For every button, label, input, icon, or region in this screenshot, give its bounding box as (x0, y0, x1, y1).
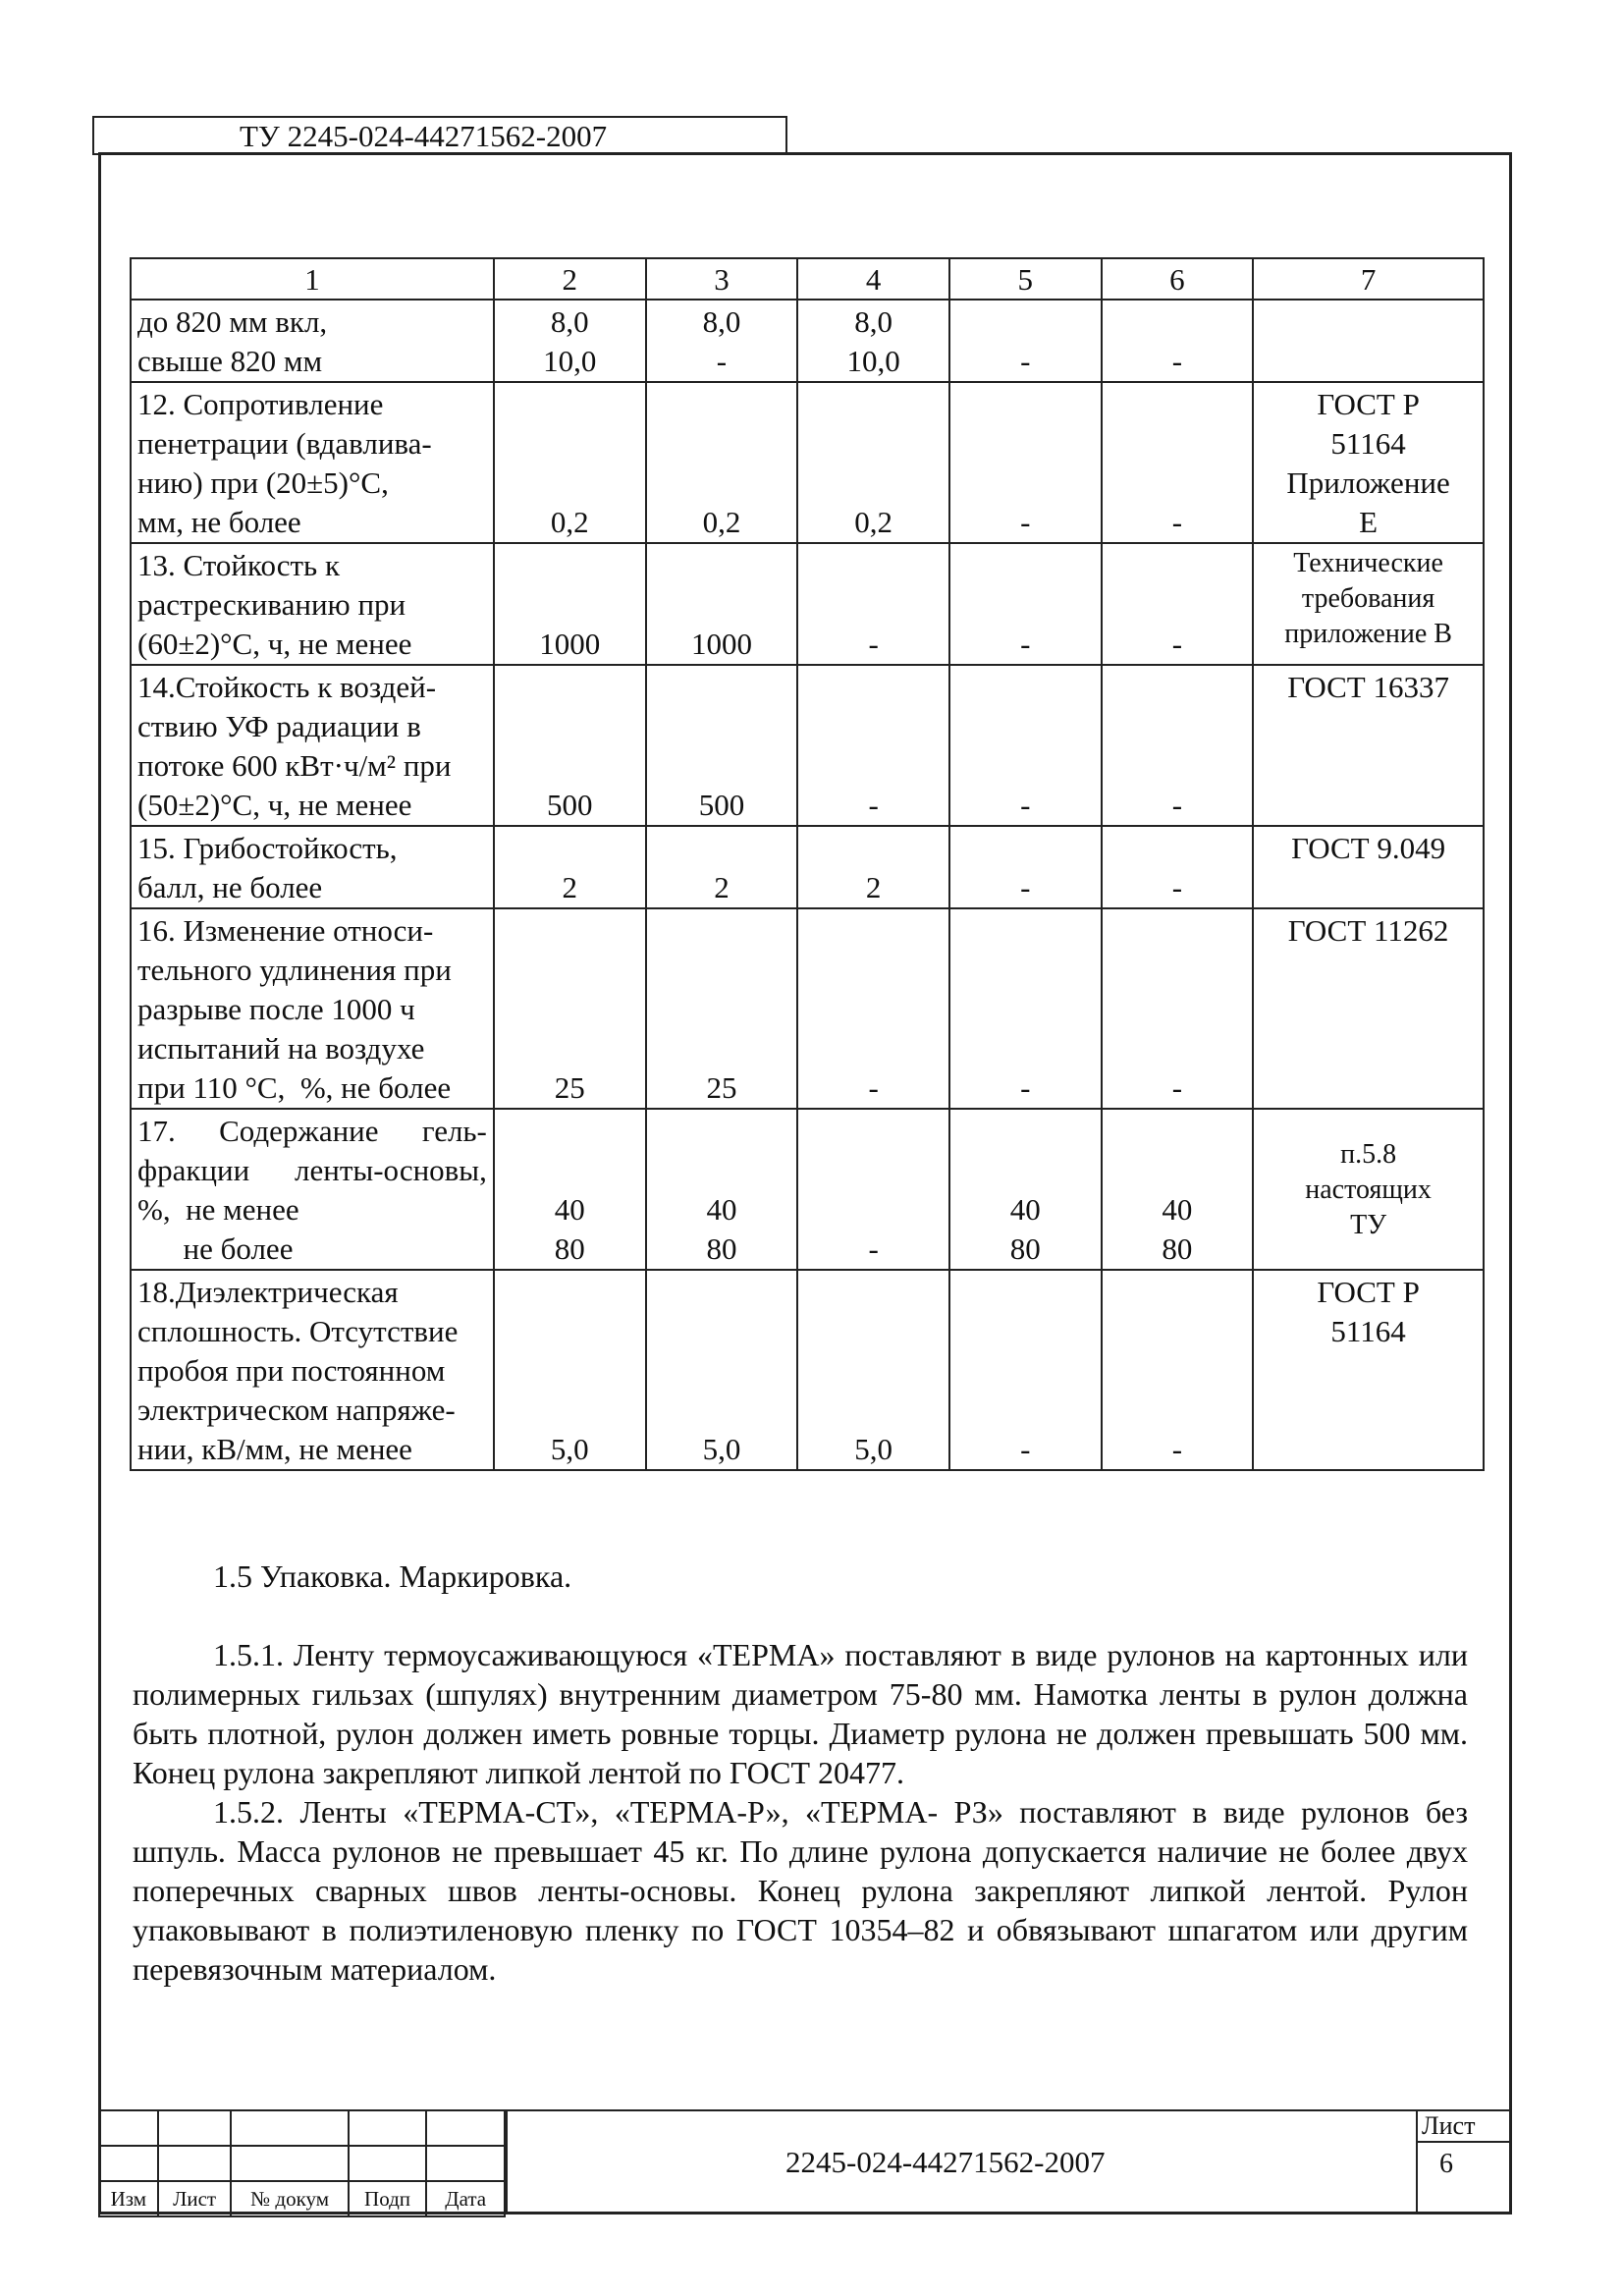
parameter-cell-line: 13. Стойкость к (137, 548, 341, 582)
parameter-cell-line: пробоя при постоянном (137, 1353, 446, 1388)
value-cell-c5 (949, 300, 1102, 382)
value-cell-c3-line: 8,0 (702, 304, 741, 339)
parameter-cell (131, 300, 494, 382)
reference-cell-line: Технические (1293, 548, 1443, 578)
revision-label: Подп (349, 2181, 427, 2216)
table-header-row (131, 258, 1484, 300)
value-cell-c3-line: 2 (714, 870, 730, 904)
value-cell-c3-line: 40 (706, 1192, 737, 1227)
value-cell-c4 (797, 382, 949, 543)
parameter-cell-line: (60±2)°С, ч, не менее (137, 627, 412, 661)
reference-cell (1253, 382, 1484, 543)
value-cell-c6 (1102, 665, 1254, 826)
table-row (131, 543, 1484, 665)
value-cell-c3 (646, 543, 798, 665)
table-row (131, 1270, 1484, 1470)
value-cell-c5-line: 80 (1009, 1231, 1041, 1266)
value-cell-c5 (949, 826, 1102, 908)
parameter-cell-line: нию) при (20±5)°С, (137, 465, 389, 500)
value-cell-c2-line: 80 (554, 1231, 585, 1266)
value-cell-c4-line: 2 (865, 870, 882, 904)
sheet-label: Лист (1418, 2109, 1512, 2143)
value-cell-c6-line: - (1171, 344, 1183, 378)
value-cell-c4 (797, 543, 949, 665)
column-header: 7 (1253, 258, 1484, 300)
value-cell-c5-line: - (1020, 344, 1031, 378)
value-cell-c4-line: - (868, 1231, 879, 1266)
value-cell-c4 (797, 1270, 949, 1470)
parameter-cell-line: пенетрации (вдавлива- (137, 426, 432, 461)
parameter-cell-line: фракции ленты-основы, (137, 1153, 487, 1187)
value-cell-c2-line: 5,0 (550, 1432, 589, 1466)
value-cell-c3 (646, 1270, 798, 1470)
value-cell-c5 (949, 1270, 1102, 1470)
value-cell-c6 (1102, 826, 1254, 908)
document-code-header: ТУ 2245-024-44271562-2007 (92, 116, 787, 155)
value-cell-c4-line: - (868, 788, 879, 822)
parameter-cell (131, 665, 494, 826)
value-cell-c2-line: 40 (554, 1192, 585, 1227)
parameter-cell-line: электрическом напряже- (137, 1393, 456, 1427)
value-cell-c5-line: 40 (1009, 1192, 1041, 1227)
parameter-cell-line: 14.Стойкость к воздей- (137, 670, 437, 704)
revision-label: Изм (99, 2181, 158, 2216)
value-cell-c5-line: - (1020, 788, 1031, 822)
value-cell-c4-line: 10,0 (846, 344, 900, 378)
value-cell-c3-line: 80 (706, 1231, 737, 1266)
value-cell-c5 (949, 908, 1102, 1109)
paragraph-1-5-2: 1.5.2. Ленты «ТЕРМА-СТ», «ТЕРМА-Р», «ТЕРМА- РЗ» поставляют в виде рулонов без шпуль. Масса рулонов не превышает 45 кг. По длине рулона допускается наличие не более двух поперечных сварных швов ленты-основы. Конец рулона закрепляют липкой лентой. Рулон упаковывают в полиэтиленовую пленку по ГОСТ 10354–82 и обвязывают шпагатом или другим перевязочным материалом. (133, 1794, 1468, 1987)
value-cell-c4 (797, 826, 949, 908)
value-cell-c6 (1102, 1270, 1254, 1470)
reference-cell-line: требования (1301, 583, 1435, 614)
value-cell-c4 (797, 300, 949, 382)
revision-grid (98, 2109, 506, 2217)
parameter-cell-line: 17. Содержание гель- (137, 1114, 487, 1148)
parameter-cell-line: 18.Диэлектрическая (137, 1275, 399, 1309)
value-cell-c4-line: - (868, 627, 879, 661)
value-cell-c3-line: 1000 (690, 627, 752, 661)
value-cell-c2-line: 25 (554, 1070, 585, 1105)
value-cell-c2 (494, 1270, 646, 1470)
parameter-cell-line: растрескиванию при (137, 587, 406, 622)
section-title: 1.5 Упаковка. Маркировка. (213, 1558, 572, 1594)
value-cell-c4-line: 0,2 (854, 505, 893, 539)
parameter-cell-line: испытаний на воздухе (137, 1031, 425, 1066)
parameter-cell-line: (50±2)°С, ч, не менее (137, 788, 412, 822)
parameter-cell-line: при 110 °С, %, не более (137, 1070, 452, 1105)
value-cell-c6 (1102, 908, 1254, 1109)
value-cell-c6 (1102, 382, 1254, 543)
parameter-cell-line: 12. Сопротивление (137, 387, 384, 421)
value-cell-c4-line: 5,0 (854, 1432, 893, 1466)
value-cell-c6-line: - (1171, 1070, 1183, 1105)
value-cell-c6 (1102, 543, 1254, 665)
value-cell-c5 (949, 382, 1102, 543)
parameter-cell-line: %, не менее (137, 1192, 299, 1227)
value-cell-c2 (494, 826, 646, 908)
reference-cell-line: Приложение (1286, 465, 1450, 500)
value-cell-c2-line: 0,2 (550, 505, 589, 539)
value-cell-c5-line: - (1020, 627, 1031, 661)
revision-label: Лист (158, 2181, 232, 2216)
value-cell-c3 (646, 908, 798, 1109)
parameter-cell-line: тельного удлинения при (137, 953, 452, 987)
reference-cell-line: приложение В (1284, 619, 1452, 649)
parameter-cell-line: потоке 600 кВт·ч/м² при (137, 748, 452, 783)
value-cell-c3 (646, 826, 798, 908)
parameter-cell-line: 16. Изменение относи- (137, 913, 434, 948)
reference-cell-line: ГОСТ Р (1317, 1275, 1420, 1309)
parameter-cell-line: до 820 мм вкл, (137, 304, 328, 339)
revision-label: Дата (426, 2181, 505, 2216)
value-cell-c2 (494, 382, 646, 543)
title-block-divider (506, 2109, 508, 2214)
value-cell-c6-line: - (1171, 627, 1183, 661)
reference-cell (1253, 1270, 1484, 1470)
table-row (131, 665, 1484, 826)
column-header: 4 (797, 258, 949, 300)
parameter-cell-line: ствию УФ радиации в (137, 709, 421, 743)
value-cell-c3-line: 25 (706, 1070, 737, 1105)
column-header: 1 (131, 258, 494, 300)
parameter-cell (131, 1109, 494, 1270)
value-cell-c3 (646, 300, 798, 382)
table-row (131, 300, 1484, 382)
packaging-section (133, 1557, 1468, 1989)
value-cell-c4 (797, 908, 949, 1109)
parameter-cell (131, 826, 494, 908)
parameter-cell (131, 908, 494, 1109)
value-cell-c3-line: 5,0 (702, 1432, 741, 1466)
value-cell-c4 (797, 665, 949, 826)
value-cell-c6-line: - (1171, 788, 1183, 822)
parameter-cell-line: сплошность. Отсутствие (137, 1314, 459, 1348)
value-cell-c3 (646, 665, 798, 826)
parameter-cell-line: мм, не более (137, 505, 301, 539)
value-cell-c6 (1102, 300, 1254, 382)
reference-cell-line: ГОСТ 9.049 (1291, 831, 1446, 865)
reference-cell-line: ТУ (1350, 1210, 1387, 1240)
reference-cell-line: 51164 (1330, 426, 1406, 461)
column-header: 3 (646, 258, 798, 300)
column-header: 5 (949, 258, 1102, 300)
value-cell-c6-line: - (1171, 870, 1183, 904)
value-cell-c5-line: - (1020, 505, 1031, 539)
value-cell-c4-line: 8,0 (854, 304, 893, 339)
value-cell-c2-line: 2 (562, 870, 577, 904)
parameter-cell (131, 543, 494, 665)
reference-cell-line: настоящих (1305, 1175, 1432, 1205)
parameter-cell-line: 15. Грибостойкость, (137, 831, 398, 865)
value-cell-c3-line: - (716, 344, 728, 378)
reference-cell-line: ГОСТ 11262 (1287, 913, 1449, 948)
paragraph-1-5-1: 1.5.1. Ленту термоусаживающуюся «ТЕРМА» поставляют в виде рулонов на картонных или полимерных гильзах (шпулях) внутренним диаметром 75-80 мм. Намотка ленты в рулон должна быть плотной, рулон должен иметь ровные торцы. Диаметр рулона не должен превышать 500 мм. Конец рулона закрепляют липкой лентой по ГОСТ 20477. (133, 1637, 1468, 1790)
parameter-cell-line: разрыве после 1000 ч (137, 992, 415, 1026)
value-cell-c4-line: - (868, 1070, 879, 1105)
value-cell-c6-line: 40 (1162, 1192, 1193, 1227)
parameter-cell-line: не более (137, 1231, 294, 1266)
sheet-box (1416, 2109, 1512, 2214)
title-block (98, 2109, 1512, 2214)
value-cell-c3-line: 0,2 (702, 505, 741, 539)
value-cell-c2 (494, 543, 646, 665)
value-cell-c2 (494, 908, 646, 1109)
value-cell-c5 (949, 543, 1102, 665)
table-row (131, 382, 1484, 543)
value-cell-c6 (1102, 1109, 1254, 1270)
value-cell-c6-line: 80 (1162, 1231, 1193, 1266)
specification-table (130, 257, 1485, 1471)
revision-label: № докум (231, 2181, 348, 2216)
value-cell-c3-line: 500 (698, 788, 745, 822)
parameter-cell (131, 382, 494, 543)
reference-cell-line: Е (1359, 505, 1379, 539)
column-header: 2 (494, 258, 646, 300)
reference-cell-line: 51164 (1330, 1314, 1406, 1348)
reference-cell (1253, 300, 1484, 382)
parameter-cell-line: свыше 820 мм (137, 344, 323, 378)
value-cell-c2-line: 500 (546, 788, 593, 822)
value-cell-c2 (494, 300, 646, 382)
value-cell-c2-line: 10,0 (543, 344, 597, 378)
value-cell-c6-line: - (1171, 1432, 1183, 1466)
parameter-cell (131, 1270, 494, 1470)
value-cell-c5-line: - (1020, 1070, 1031, 1105)
sheet-number: 6 (1439, 2149, 1453, 2179)
title-block-doc-code: 2245-024-44271562-2007 (785, 2145, 1106, 2179)
value-cell-c2 (494, 665, 646, 826)
reference-cell (1253, 543, 1484, 665)
table-row (131, 908, 1484, 1109)
value-cell-c5-line: - (1020, 870, 1031, 904)
parameter-cell-line: нии, кВ/мм, не менее (137, 1432, 412, 1466)
parameter-cell-line: балл, не более (137, 870, 323, 904)
reference-cell (1253, 908, 1484, 1109)
table-row (131, 1109, 1484, 1270)
reference-cell (1253, 665, 1484, 826)
table-row (131, 826, 1484, 908)
value-cell-c6-line: - (1171, 505, 1183, 539)
value-cell-c2 (494, 1109, 646, 1270)
value-cell-c2-line: 1000 (539, 627, 601, 661)
column-header: 6 (1102, 258, 1254, 300)
value-cell-c5-line: - (1020, 1432, 1031, 1466)
reference-cell-line: ГОСТ Р (1317, 387, 1420, 421)
reference-cell-line: п.5.8 (1340, 1139, 1397, 1170)
value-cell-c3 (646, 1109, 798, 1270)
reference-cell-line: ГОСТ 16337 (1287, 670, 1449, 704)
value-cell-c3 (646, 382, 798, 543)
revision-labels-row (99, 2181, 505, 2216)
reference-cell (1253, 826, 1484, 908)
reference-cell (1253, 1109, 1484, 1270)
value-cell-c5 (949, 1109, 1102, 1270)
value-cell-c5 (949, 665, 1102, 826)
value-cell-c4 (797, 1109, 949, 1270)
value-cell-c2-line: 8,0 (550, 304, 589, 339)
